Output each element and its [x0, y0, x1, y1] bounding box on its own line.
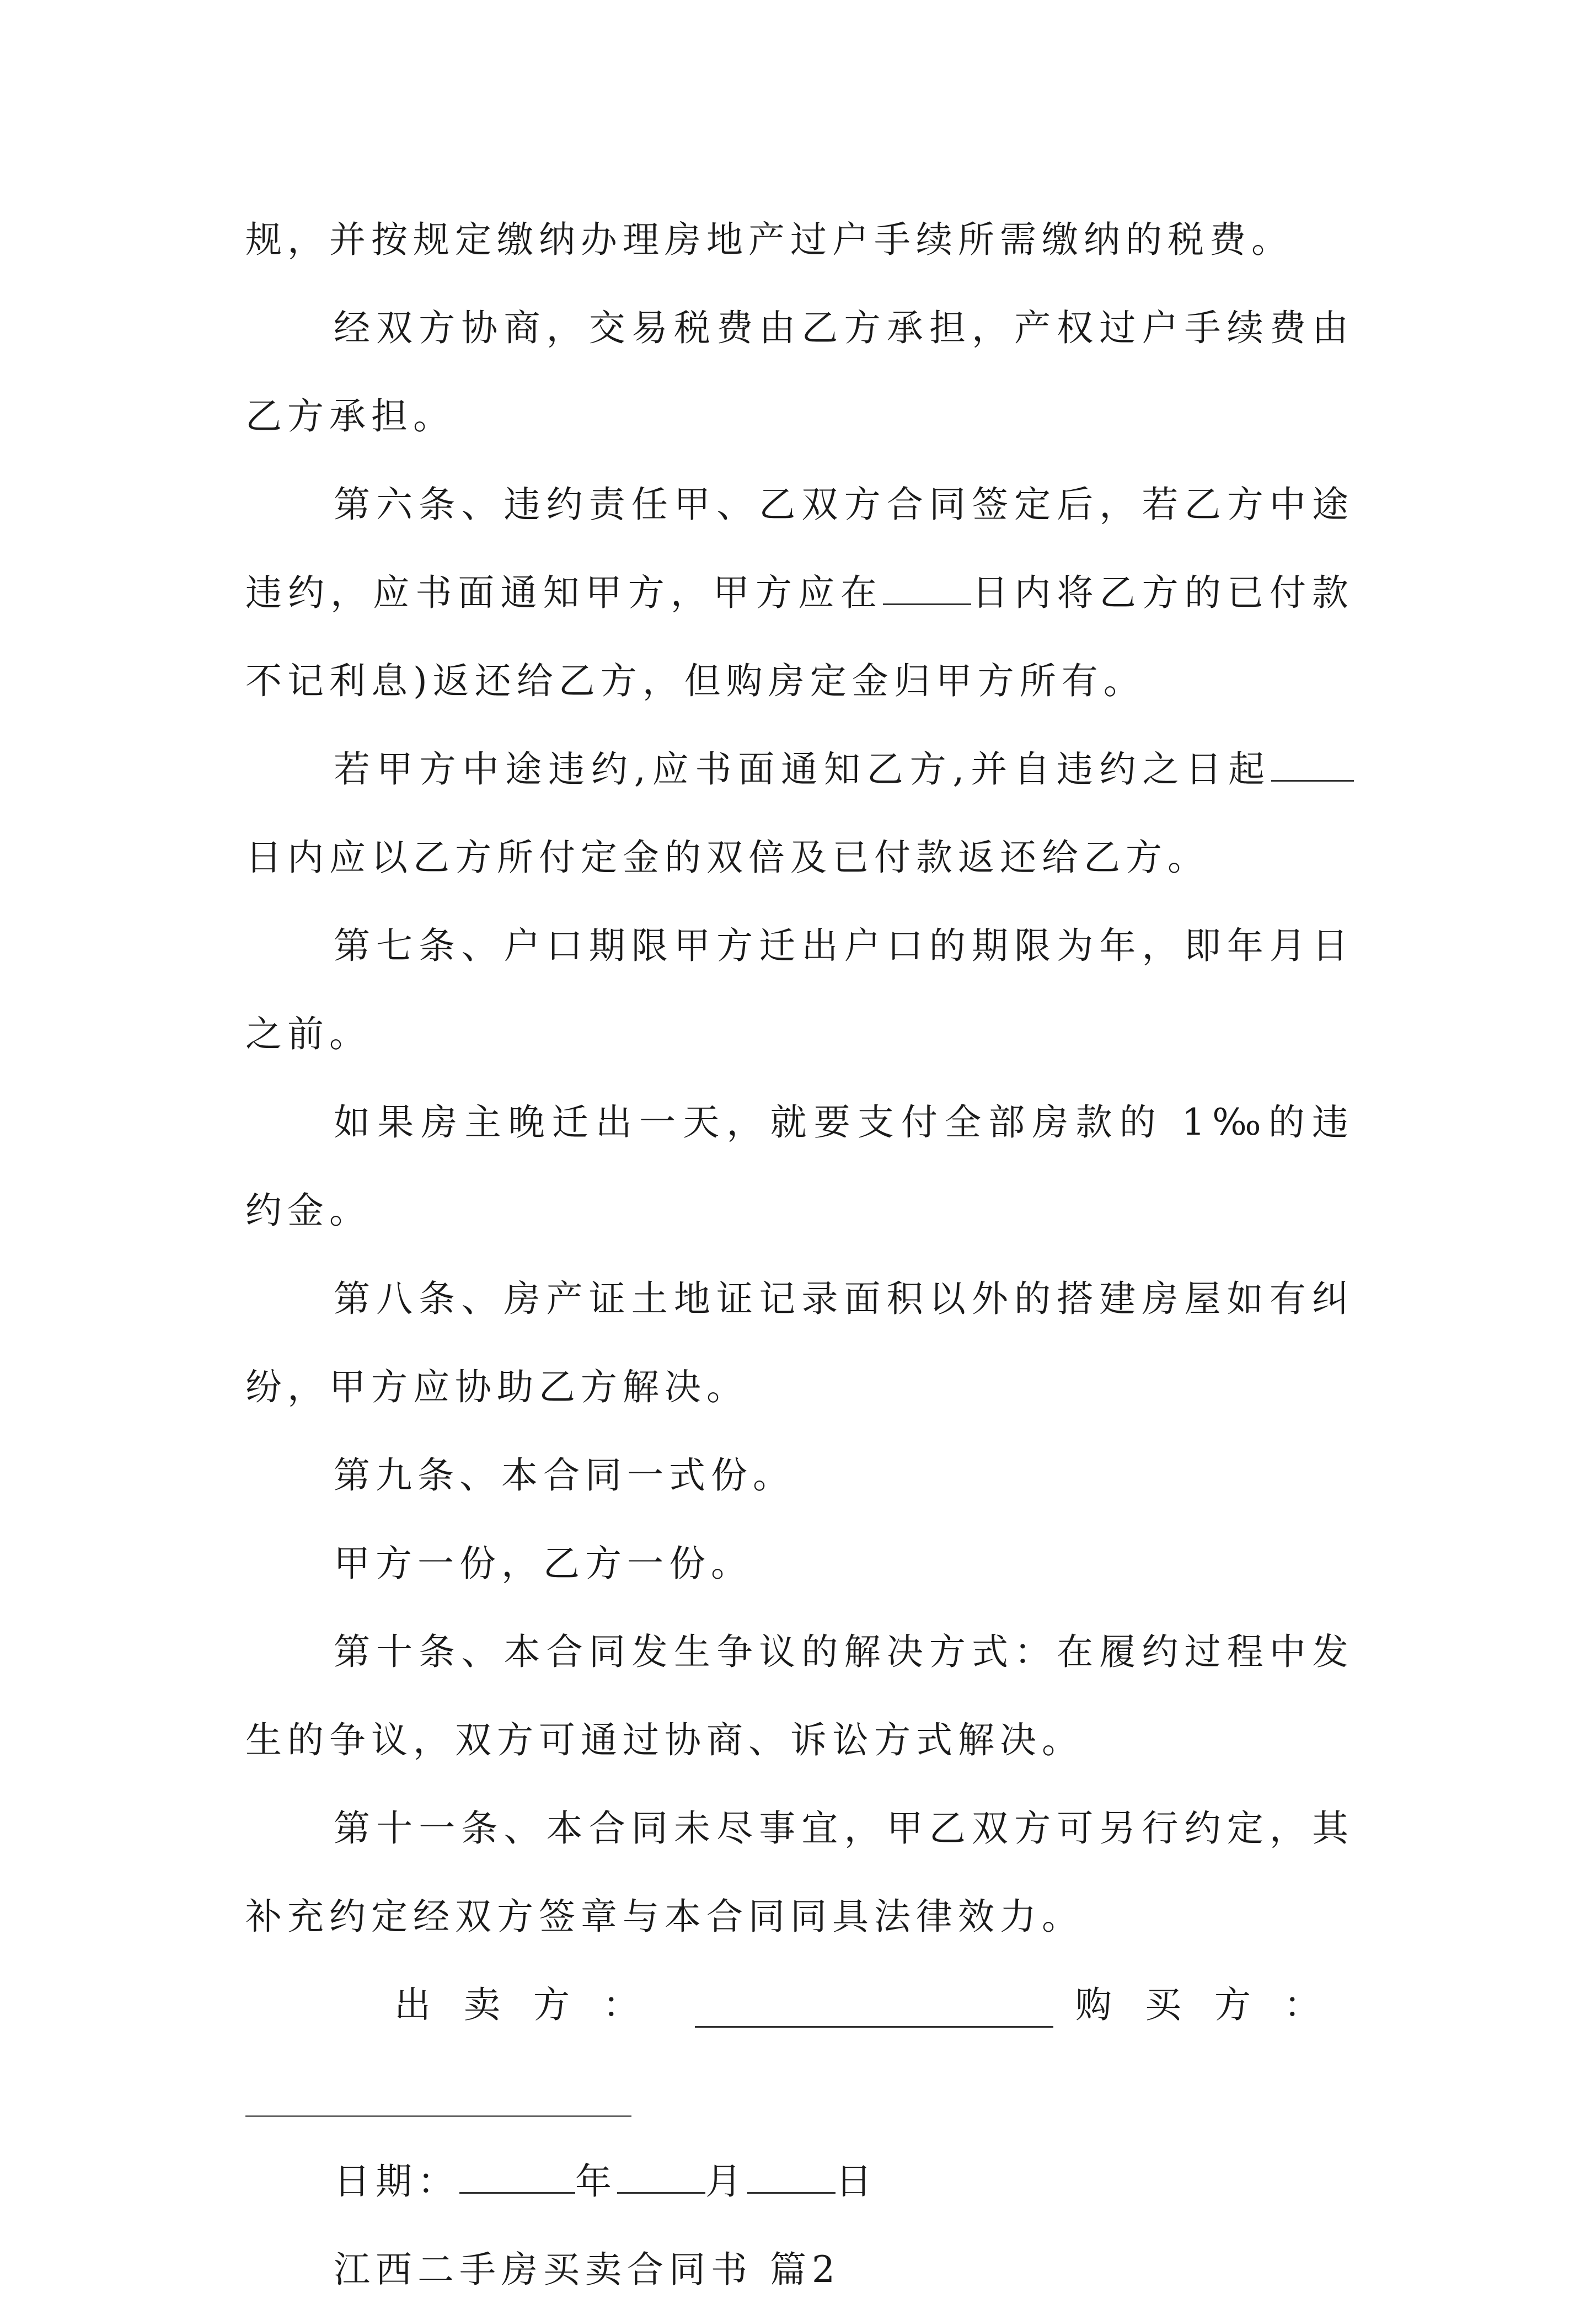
paragraph-article-11: 第十一条、本合同未尽事宜，甲乙双方可另行约定，其补充约定经双方签章与本合同同具法律效力。	[245, 1807, 1354, 1938]
paragraph-article-10: 第十条、本合同发生争议的解决方式：在履约过程中发生的争议，双方可通过协商、诉讼方式解决。	[245, 1631, 1354, 1761]
day-blank	[747, 2160, 836, 2194]
next-section-title: 江西二手房买卖合同书 篇2	[334, 2248, 840, 2291]
year-blank	[459, 2160, 575, 2194]
paragraph-article-7: 第七条、户口期限甲方迁出户口的期限为年，即年月日之前。	[245, 924, 1354, 1055]
seller-label: 出卖方：	[394, 1984, 672, 2026]
date-label: 日期：	[334, 2160, 459, 2203]
article-6b-text-b: 日内应以乙方所付定金的双倍及已付款返还给乙方。	[245, 836, 1209, 879]
month-blank	[617, 2160, 705, 2194]
article-6-text-b: 日内将乙方的已付款不记利息)返还给乙方，但购房定金归甲方所有。	[245, 571, 1354, 702]
paragraph-copies: 甲方一份，乙方一份。	[334, 1542, 753, 1585]
fill-blank-days	[883, 571, 971, 605]
buyer-label: 购买方：	[1075, 1984, 1353, 2026]
date-row	[245, 2137, 1354, 2226]
document-body	[245, 196, 1354, 2314]
paragraph-tax-continuation: 规，并按规定缴纳办理房地产过户手续所需缴纳的税费。	[245, 218, 1293, 261]
buyer-signature-row	[245, 2049, 1354, 2137]
buyer-signature-line	[245, 2049, 631, 2117]
day-label: 日	[836, 2160, 877, 2203]
month-label: 月	[705, 2160, 747, 2203]
paragraph-article-9: 第九条、本合同一式份。	[334, 1454, 795, 1497]
paragraph-tax-agreement: 经双方协商，交易税费由乙方承担，产权过户手续费由乙方承担。	[245, 307, 1354, 437]
paragraph-penalty: 如果房主晚迁出一天，就要支付全部房款的 1‰的违约金。	[245, 1101, 1354, 1232]
paragraph-article-6	[245, 461, 1354, 725]
article-6-text-a: 第六条、违约责任甲、乙双方合同签定后，若乙方中途违约，应书面通知甲方，甲方应在	[245, 483, 1354, 614]
signature-row	[245, 1961, 1354, 2049]
seller-signature-line	[695, 2026, 1053, 2028]
article-6b-text-a: 若甲方中途违约,应书面通知乙方,并自违约之日起	[334, 748, 1271, 790]
year-label: 年	[575, 2160, 617, 2203]
paragraph-article-6-seller-breach	[245, 725, 1354, 902]
fill-blank-days-2	[1271, 748, 1354, 782]
paragraph-article-8: 第八条、房产证土地证记录面积以外的搭建房屋如有纠纷，甲方应协助乙方解决。	[245, 1278, 1354, 1408]
